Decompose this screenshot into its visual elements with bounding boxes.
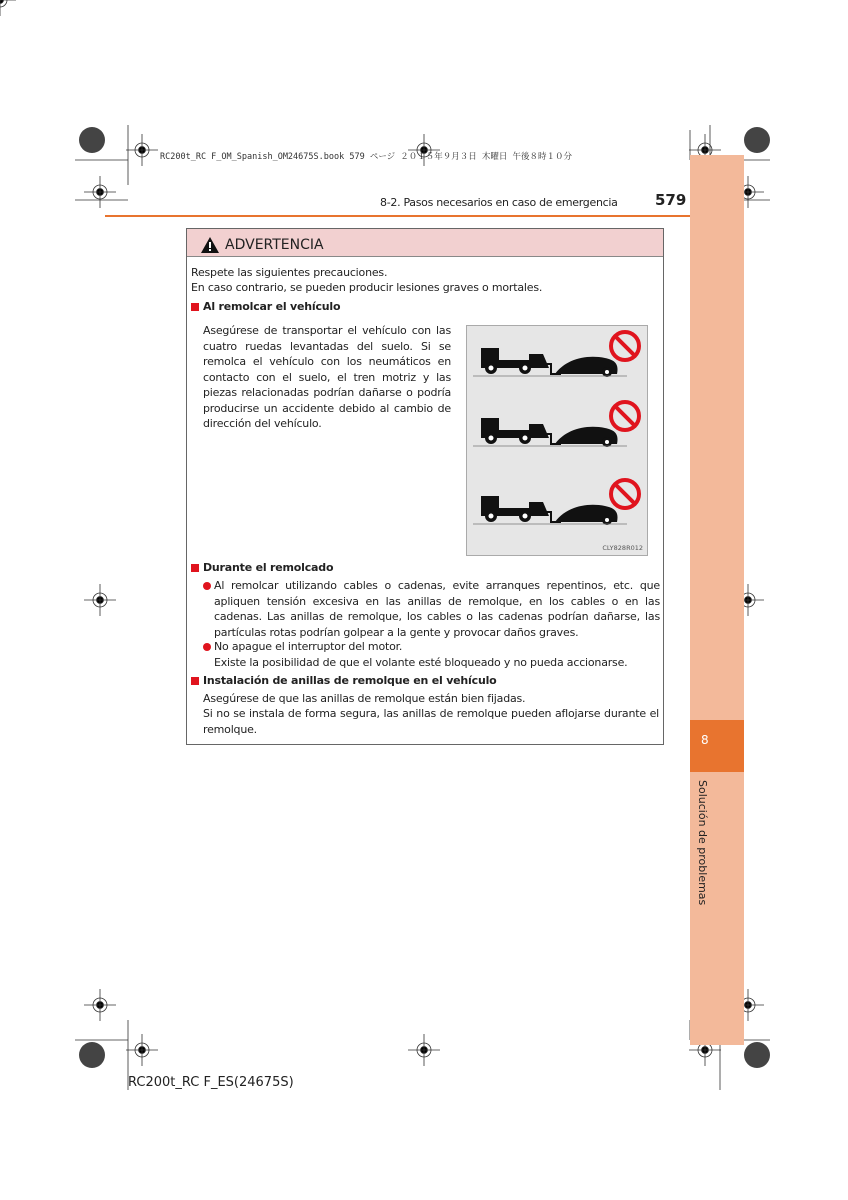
warning-triangle-icon bbox=[201, 237, 219, 253]
square-bullet-icon bbox=[191, 564, 199, 572]
chapter-title: Solución de problemas bbox=[696, 780, 709, 906]
bullet-text: Al remolcar utilizando cables o cadenas, evite arranques repentinos, etc. que apliquen tensión excesiva en las anillas de remolque, en los cables o en las cadenas. Las anillas de remolque, los cables o las cadenas podrían dañarse, las partículas rotas podrían golpear a la gente y provocar daños graves. bbox=[214, 579, 660, 639]
footer-code: RC200t_RC F_ES(24675S) bbox=[128, 1075, 294, 1090]
print-meta-line: RC200t_RC F_OM_Spanish_OM24675S.book 579 ページ ２０１５年９月３日 木曜日 午後８時１０分 bbox=[160, 152, 572, 162]
section-body: Si no se instala de forma segura, las anillas de remolque pueden aflojarse durante el remolque. bbox=[203, 707, 659, 736]
warning-box bbox=[186, 228, 664, 745]
round-bullet-icon bbox=[203, 582, 211, 590]
chapter-sidebar bbox=[690, 155, 744, 1045]
intro-line-2: En caso contrario, se pueden producir lesiones graves o mortales. bbox=[191, 281, 543, 294]
heading-text: Instalación de anillas de remolque en el vehículo bbox=[203, 674, 497, 687]
chapter-tab[interactable]: 8 bbox=[690, 720, 744, 772]
square-bullet-icon bbox=[191, 677, 199, 685]
bullet-text: Existe la posibilidad de que el volante esté bloqueado y no pueda accionarse. bbox=[214, 655, 628, 669]
section-body: Asegúrese de que las anillas de remolque están bien fijadas. bbox=[203, 692, 526, 705]
section-heading bbox=[191, 299, 340, 315]
bullet-item bbox=[214, 578, 660, 640]
section-heading bbox=[191, 560, 333, 576]
square-bullet-icon bbox=[191, 303, 199, 311]
towing-illustration bbox=[466, 325, 648, 556]
header-rule bbox=[105, 215, 690, 217]
tow-truck-prohibited-icon bbox=[467, 326, 647, 541]
heading-text: Durante el remolcado bbox=[203, 561, 334, 574]
round-bullet-icon bbox=[203, 643, 211, 651]
heading-text: Al remolcar el vehículo bbox=[203, 300, 341, 313]
warning-header bbox=[187, 229, 663, 257]
section-heading bbox=[191, 673, 497, 689]
section-title: 8-2. Pasos necesarios en caso de emergencia bbox=[380, 196, 618, 209]
figure-code: CLY828R012 bbox=[602, 544, 643, 552]
intro-line-1: Respete las siguientes precauciones. bbox=[191, 266, 388, 279]
bullet-item bbox=[214, 639, 660, 670]
bullet-text: No apague el interruptor del motor. bbox=[214, 640, 403, 653]
warning-title: ADVERTENCIA bbox=[225, 236, 324, 253]
section-body: Asegúrese de transportar el vehículo con las cuatro ruedas levantadas del suelo. Si se remolca el vehículo con los neumáticos en contacto con el suelo, el tren motriz y las piezas relacionadas podrían dañarse o podría producirse un accidente debido al cambio de dirección del vehículo. bbox=[203, 324, 451, 430]
page-number: 579 bbox=[655, 191, 687, 209]
